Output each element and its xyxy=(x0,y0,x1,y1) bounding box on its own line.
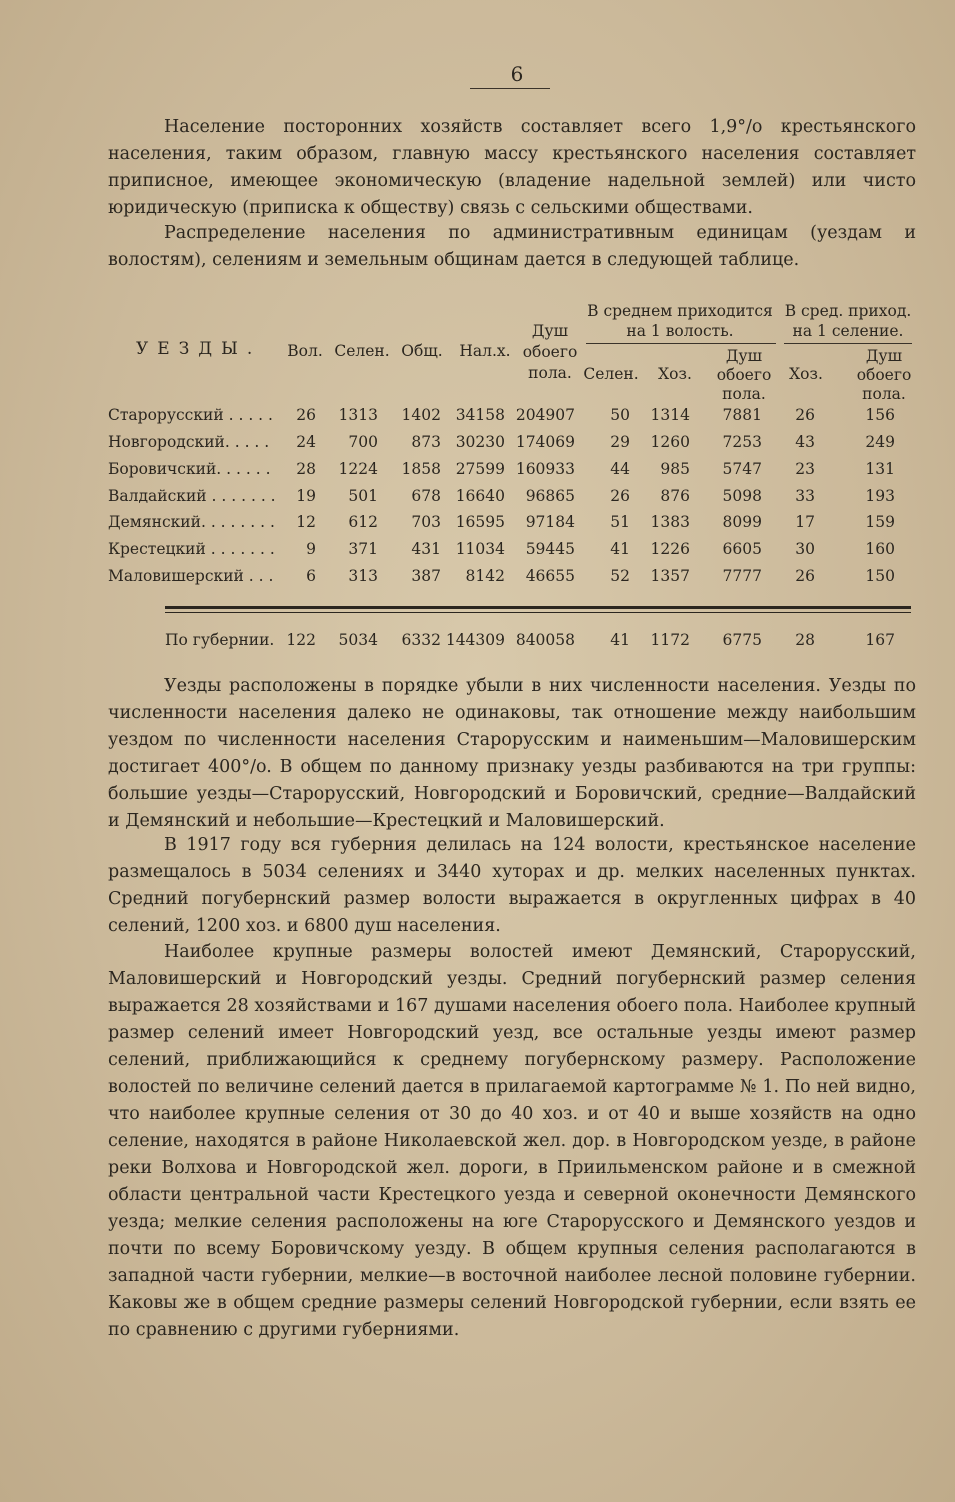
table-cell-selen: 371 xyxy=(348,540,378,558)
table-cell-nalx: 34158 xyxy=(455,406,505,424)
subheader-hoz-1: Хоз. xyxy=(658,365,692,383)
paragraph-3 xyxy=(108,673,916,835)
table-cell-v-hoz: 1383 xyxy=(650,513,690,531)
table-cell-s-hoz: 26 xyxy=(795,406,815,424)
table-cell-v-hoz: 876 xyxy=(660,487,690,505)
table-cell-s-dush: 159 xyxy=(865,513,895,531)
table-cell-selen: 313 xyxy=(348,567,378,585)
table-cell-v-hoz: 1357 xyxy=(650,567,690,585)
table-cell-obshch: 873 xyxy=(411,433,441,451)
table-row-name: Боровичский. . . . . . xyxy=(108,460,271,478)
table-total-v-dush: 6775 xyxy=(722,631,762,649)
table-cell-obshch: 387 xyxy=(411,567,441,585)
table-cell-v-selen: 51 xyxy=(610,513,630,531)
table-cell-v-selen: 29 xyxy=(610,433,630,451)
table-row-name: Крестецкий . . . . . . . xyxy=(108,540,275,558)
table-cell-vol: 28 xyxy=(296,460,316,478)
table-cell-v-selen: 41 xyxy=(610,540,630,558)
paragraph-1 xyxy=(108,114,916,222)
table-cell-obshch: 1402 xyxy=(401,406,441,424)
header-group-selenie-line xyxy=(784,343,912,344)
paragraph-4 xyxy=(108,832,916,940)
subheader-selen: Селен. xyxy=(583,365,639,383)
subheader-dush-b-2: обоего xyxy=(856,366,912,384)
paragraph-4-text: В 1917 году вся губерния делилась на 124 волости, крестьянское население размещалось в 5034 селениях и 3440 хуторах и др. мелких населенных пунктах. Средний погубернский размер волости выражается в округленных цифрах в 40 селений, 1200 хоз. и 6800 душ населения. xyxy=(108,835,916,936)
paragraph-5-text: Наиболее крупные размеры волостей имеют Демянский, Старорусский, Маловишерский и Новгородский уезды. Средний погубернский размер селения выражается 28 хозяйствами и 167 душами населения обоего пола. Наиболее крупный размер селений имеет Новгородский уезд, все остальные уезды имеют размер селений, приближающийся к среднему погубернскому размеру. Расположение волостей по величине селений дается в прилагаемой картограмме № 1. По ней видно, что наиболее крупные селения от 30 до 40 хоз. и от 40 и выше хозяйств на одно селение, находятся в районе Николаевской жел. дор. в Новгородском уезде, в районе реки Волхова и Новгородской жел. дороги, в Приильменском районе и в смежной области центральной части Крестецкого уезда и северной оконечности Демянского уезда; мелкие селения расположены на юге Старорусского и Демянского уездов и почти по всему Боровичскому уезду. В общем крупныя селения располагаются в западной части губернии, мелкие—в восточной наиболее лесной половине губернии. Каковы же в общем средние размеры селений Новгородской губернии, если взять ее по сравнению с другими губерниями. xyxy=(108,942,916,1340)
table-cell-v-dush: 6605 xyxy=(722,540,762,558)
table-cell-v-hoz: 985 xyxy=(660,460,690,478)
table-cell-dush: 174069 xyxy=(515,433,575,451)
table-total-v-hoz: 1172 xyxy=(650,631,690,649)
subheader-dush-b-3: пола. xyxy=(862,385,906,403)
table-cell-vol: 19 xyxy=(296,487,316,505)
table-cell-selen: 700 xyxy=(348,433,378,451)
table-cell-v-selen: 52 xyxy=(610,567,630,585)
subheader-hoz-2: Хоз. xyxy=(789,365,823,383)
table-cell-obshch: 1858 xyxy=(401,460,441,478)
table-cell-nalx: 16595 xyxy=(455,513,505,531)
table-cell-s-hoz: 26 xyxy=(795,567,815,585)
table-cell-s-hoz: 33 xyxy=(795,487,815,505)
paragraph-2-text: Распределение населения по административным единицам (уездам и волостям), селениям и земельным общинам дается в следующей таблице. xyxy=(108,223,916,270)
table-cell-dush: 160933 xyxy=(515,460,575,478)
table-cell-v-dush: 5747 xyxy=(722,460,762,478)
table-cell-s-hoz: 23 xyxy=(795,460,815,478)
page-number: 6 xyxy=(510,62,524,86)
table-cell-selen: 1224 xyxy=(338,460,378,478)
table-cell-vol: 9 xyxy=(306,540,316,558)
table-row-name: Демянский. . . . . . . . xyxy=(108,513,275,531)
paragraph-5 xyxy=(108,939,916,1344)
table-cell-nalx: 11034 xyxy=(455,540,505,558)
table-total-rule-thin xyxy=(165,612,911,613)
table-cell-nalx: 16640 xyxy=(455,487,505,505)
table-total-nalx: 144309 xyxy=(445,631,505,649)
table-total-s-dush: 167 xyxy=(865,631,895,649)
table-row-name: Маловишерский . . . xyxy=(108,567,274,585)
subheader-dush-a-3: пола. xyxy=(722,385,766,403)
table-cell-dush: 46655 xyxy=(525,567,575,585)
table-cell-s-dush: 160 xyxy=(865,540,895,558)
table-cell-s-dush: 150 xyxy=(865,567,895,585)
table-cell-s-hoz: 17 xyxy=(795,513,815,531)
table-cell-selen: 501 xyxy=(348,487,378,505)
table-cell-vol: 6 xyxy=(306,567,316,585)
table-row-name: Новгородский. . . . . xyxy=(108,433,270,451)
table-total-dush: 840058 xyxy=(515,631,575,649)
table-cell-s-dush: 249 xyxy=(865,433,895,451)
table-cell-dush: 59445 xyxy=(525,540,575,558)
table-total-vol: 122 xyxy=(286,631,316,649)
header-dush-2: обоего xyxy=(522,343,578,361)
header-group-volost-line xyxy=(586,343,776,344)
table-cell-v-dush: 5098 xyxy=(722,487,762,505)
header-vol: Вол. xyxy=(287,342,323,360)
table-cell-obshch: 703 xyxy=(411,513,441,531)
table-cell-v-selen: 44 xyxy=(610,460,630,478)
table-cell-vol: 24 xyxy=(296,433,316,451)
table-total-obshch: 6332 xyxy=(401,631,441,649)
header-uezdy: УЕЗДЫ. xyxy=(136,339,262,359)
table-cell-s-dush: 131 xyxy=(865,460,895,478)
page-number-rule xyxy=(470,88,550,89)
table-cell-v-selen: 26 xyxy=(610,487,630,505)
paragraph-2 xyxy=(108,220,916,274)
table-cell-v-hoz: 1226 xyxy=(650,540,690,558)
table-cell-vol: 26 xyxy=(296,406,316,424)
table-total-s-hoz: 28 xyxy=(795,631,815,649)
table-cell-s-hoz: 30 xyxy=(795,540,815,558)
paragraph-3-text: Уезды расположены в порядке убыли в них численности населения. Уезды по численности населения далеко не одинаковы, так отношение между наибольшим уездом по численности населения Старорусским и наименьшим—Маловишерским достигает 400°/o. В общем по данному признаку уезды разбиваются на три группы: большие уезды—Старорусский, Новгородский и Боровичский, средние—Валдайский и Демянский и небольшие—Крестецкий и Маловишерский. xyxy=(108,676,916,831)
table-cell-selen: 1313 xyxy=(338,406,378,424)
table-cell-dush: 96865 xyxy=(525,487,575,505)
table-cell-v-dush: 7777 xyxy=(722,567,762,585)
subheader-dush-a-1: Душ xyxy=(725,347,763,365)
table-cell-v-hoz: 1260 xyxy=(650,433,690,451)
table-cell-dush: 97184 xyxy=(525,513,575,531)
header-dush-3: пола. xyxy=(528,364,572,382)
table-total-rule-bold xyxy=(165,606,911,609)
table-cell-vol: 12 xyxy=(296,513,316,531)
table-cell-nalx: 8142 xyxy=(465,567,505,585)
header-dush-1: Душ xyxy=(531,322,569,340)
header-selen: Селен. xyxy=(334,342,390,360)
paragraph-1-text: Население посторонних хозяйств составляет всего 1,9°/o крестьянского населения, таким образом, главную массу крестьянского населения составляет приписное, имеющее экономическую (владение надельной землей) или чисто юридическую (приписка к обществу) связь с сельскими обществами. xyxy=(108,117,916,218)
table-cell-s-dush: 193 xyxy=(865,487,895,505)
table-cell-obshch: 678 xyxy=(411,487,441,505)
header-group-selenie-1: В сред. приход. xyxy=(784,302,912,320)
table-cell-v-hoz: 1314 xyxy=(650,406,690,424)
table-cell-dush: 204907 xyxy=(515,406,575,424)
table-cell-s-hoz: 43 xyxy=(795,433,815,451)
table-total-v-selen: 41 xyxy=(610,631,630,649)
table-cell-nalx: 27599 xyxy=(455,460,505,478)
table-cell-s-dush: 156 xyxy=(865,406,895,424)
table-cell-v-selen: 50 xyxy=(610,406,630,424)
table-row-name: Старорусский . . . . . xyxy=(108,406,273,424)
table-cell-v-dush: 7881 xyxy=(722,406,762,424)
table-cell-obshch: 431 xyxy=(411,540,441,558)
subheader-dush-b-1: Душ xyxy=(865,347,903,365)
table-cell-v-dush: 8099 xyxy=(722,513,762,531)
table-cell-selen: 612 xyxy=(348,513,378,531)
table-cell-nalx: 30230 xyxy=(455,433,505,451)
subheader-dush-a-2: обоего xyxy=(716,366,772,384)
table-row-name: Валдайский . . . . . . . xyxy=(108,487,276,505)
table-total-selen: 5034 xyxy=(338,631,378,649)
header-group-volost-2: на 1 волость. xyxy=(626,322,734,340)
header-group-volost-1: В среднем приходится xyxy=(587,302,773,320)
header-obshch: Общ. xyxy=(401,342,443,360)
header-nalx: Нал.х. xyxy=(459,342,511,360)
header-group-selenie-2: на 1 селение. xyxy=(792,322,904,340)
table-total-name: По губернии. xyxy=(165,631,275,649)
table-cell-v-dush: 7253 xyxy=(722,433,762,451)
